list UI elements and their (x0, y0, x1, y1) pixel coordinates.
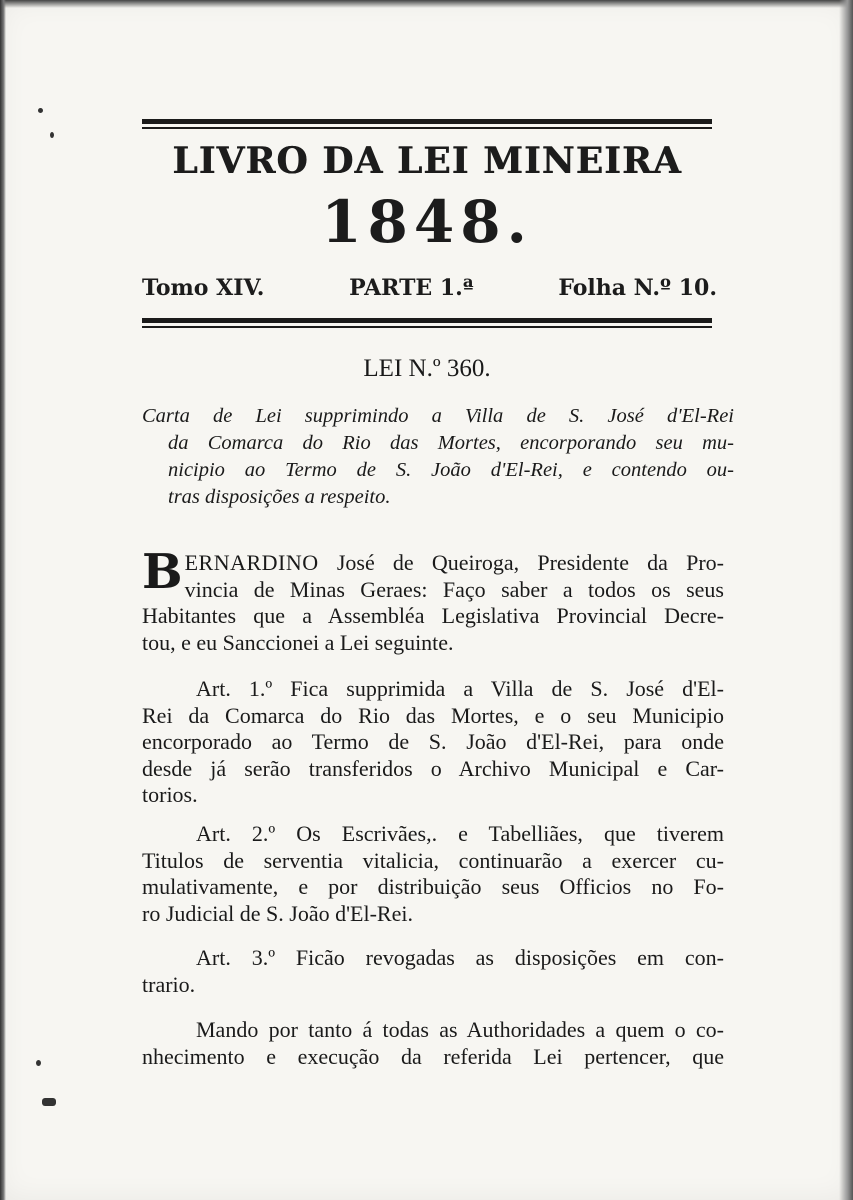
article-line: Rei da Comarca do Rio das Mortes, e o seu Municipio (142, 702, 724, 728)
scan-edge-left (0, 0, 6, 1200)
article-3 (142, 945, 724, 998)
preamble-line-text: José de Queiroga, Presidente da Pro- (318, 550, 724, 575)
article-line: Art. 2.º Os Escrivães,. e Tabelliães, que tiverem (196, 821, 724, 846)
summary-line: Carta de Lei supprimindo a Villa de S. José d'El-Rei (142, 405, 734, 427)
masthead-title: LIVRO DA LEI MINEIRA (172, 140, 682, 182)
ink-speck (50, 132, 54, 138)
tomo-label: Tomo XIV. (142, 275, 265, 301)
article-line: Art. 3.º Ficão revogadas as disposições em con- (196, 945, 724, 970)
article-2 (142, 821, 724, 927)
drop-cap: B (142, 544, 183, 600)
top-rule-thin (142, 127, 712, 129)
article-line: Titulos de serventia vitalicia, continuarão a exercer cu- (142, 847, 724, 873)
law-summary (142, 403, 734, 511)
article-line: desde já serão transferidos o Archivo Municipal e Car- (142, 755, 724, 781)
scan-edge-right (839, 0, 853, 1200)
top-rule-thick (142, 119, 712, 124)
article-line: encorporado ao Termo de S. João d'El-Rei, para onde (142, 729, 724, 754)
preamble-line: Habitantes que a Assembléa Legislativa Provincial Decre- (142, 603, 724, 628)
year-heading: 1848. (321, 188, 533, 256)
folha-label: Folha N.º 10. (558, 275, 717, 301)
law-title: LEI N.º 360. (363, 355, 491, 382)
closing-line: nhecimento e execução da referida Lei pertencer, que (142, 1043, 724, 1069)
mid-rule-thick (142, 318, 712, 323)
ink-speck (42, 1098, 56, 1106)
ink-speck (36, 1060, 41, 1066)
preamble-paragraph (142, 544, 724, 656)
summary-line: nicipio ao Termo de S. João d'El-Rei, e contendo ou- (168, 459, 734, 481)
preamble-line (142, 550, 724, 577)
article-line: mulativamente, e por distribuição seus Officios no Fo- (142, 874, 724, 899)
article-line: trario. (142, 971, 196, 997)
summary-line: da Comarca do Rio das Mortes, encorporando seu mu- (168, 432, 734, 454)
issue-info-row (142, 275, 717, 301)
scan-edge-top (0, 0, 853, 8)
preamble-line: vincia de Minas Geraes: Faço saber a todos os seus (184, 576, 724, 602)
preamble-line: tou, e eu Sanccionei a Lei seguinte. (142, 629, 454, 655)
closing-line: Mando por tanto á todas as Authoridades a quem o co- (196, 1017, 724, 1042)
ink-speck (38, 108, 43, 113)
summary-line: tras disposições a respeito. (168, 486, 391, 508)
parte-label: PARTE 1.ª (349, 275, 474, 301)
article-line: Art. 1.º Fica supprimida a Villa de S. José d'El- (196, 676, 724, 701)
closing-paragraph (142, 1017, 724, 1070)
mid-rule-thin (142, 326, 712, 328)
article-1 (142, 676, 724, 809)
preamble-first-word: ERNARDINO (184, 550, 319, 575)
article-line: ro Judicial de S. João d'El-Rei. (142, 900, 413, 926)
article-line: torios. (142, 782, 198, 807)
